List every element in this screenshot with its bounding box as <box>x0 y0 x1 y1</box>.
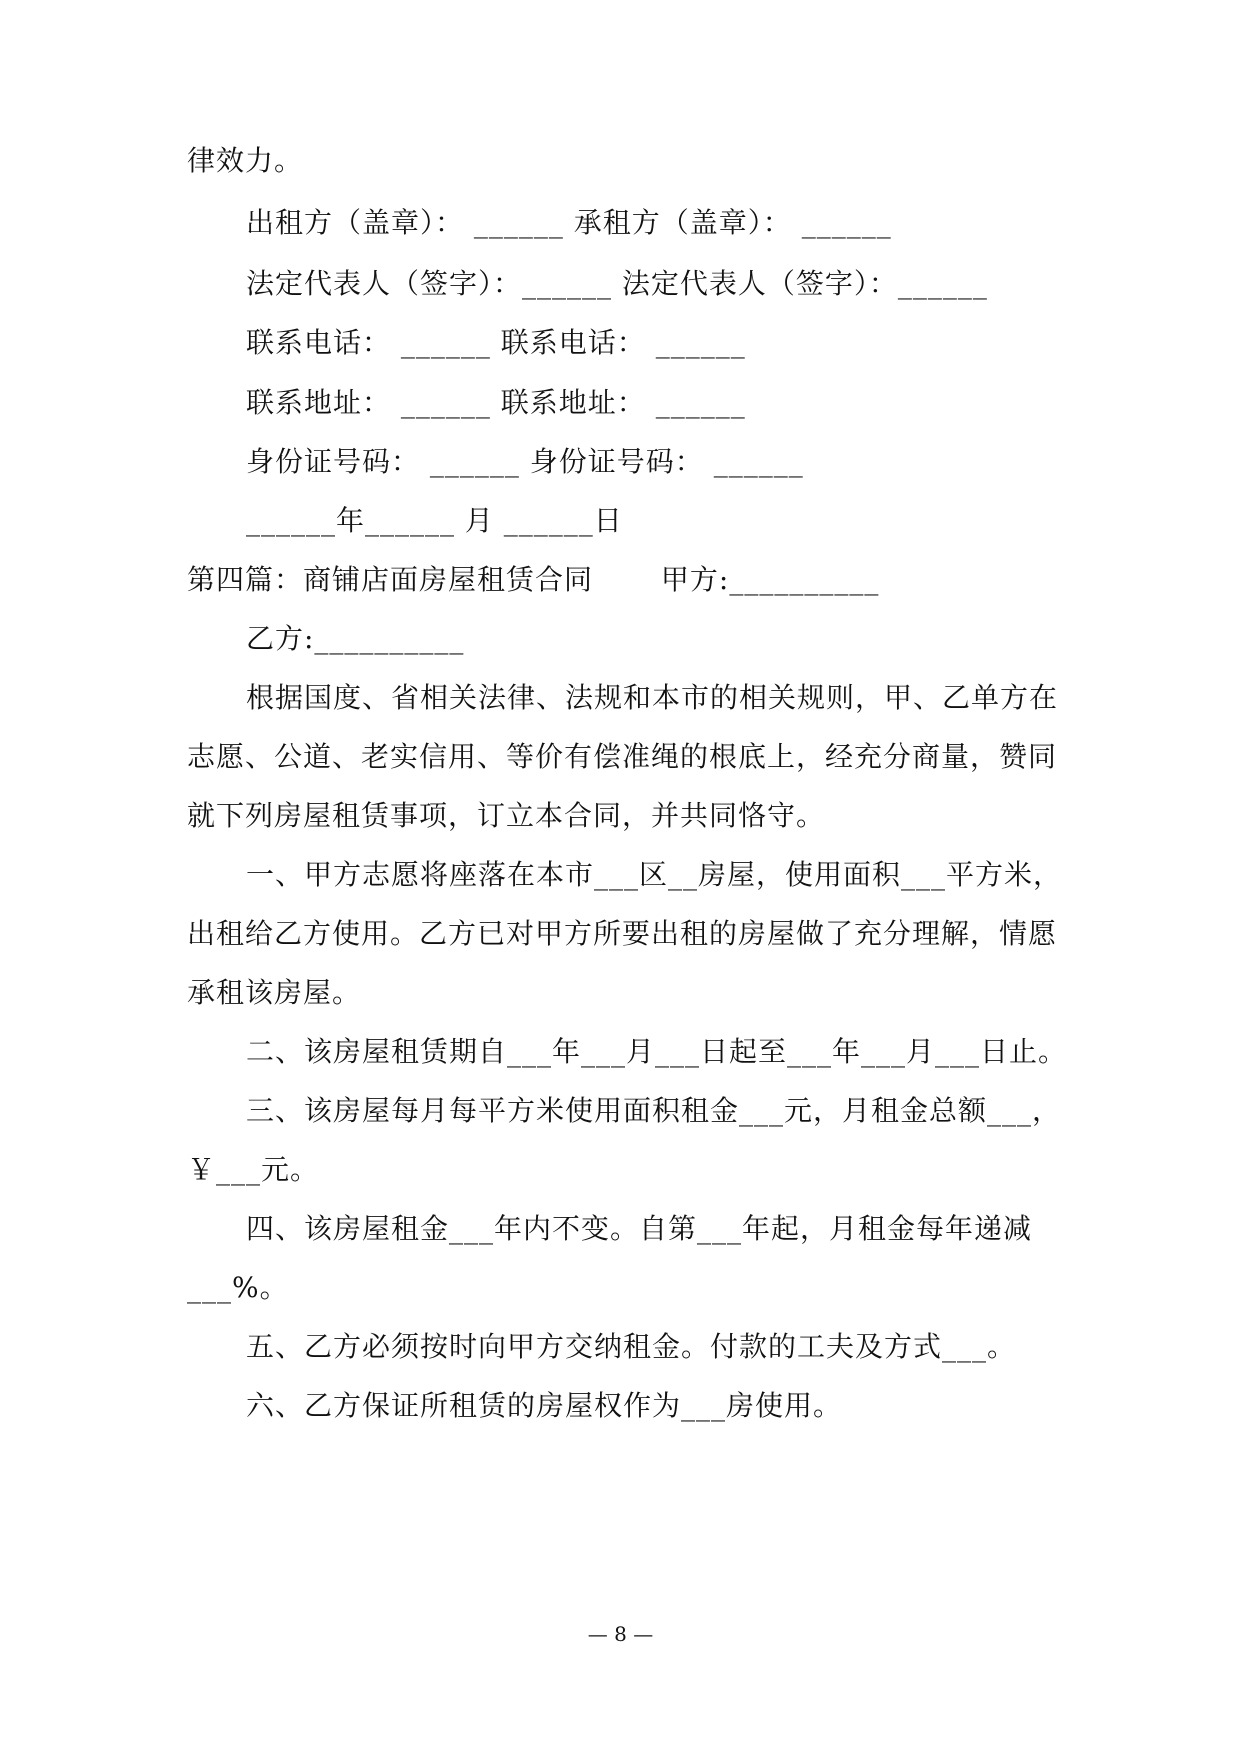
clause-5-line: 五、乙方必须按时向甲方交纳租金。付款的工夫及方式___。 <box>246 1330 1017 1363</box>
contact-phone-line: 联系电话： ______ 联系电话： ______ <box>246 326 746 359</box>
legal-representative-line: 法定代表人（签字）：______ 法定代表人（签字）：______ <box>246 267 988 300</box>
paragraph-line: 承租该房屋。 <box>187 976 362 1009</box>
paragraph-line: 出租给乙方使用。乙方已对甲方所要出租的房屋做了充分理解，情愿 <box>187 917 1058 950</box>
clause-1-line: 一、甲方志愿将座落在本市___区__房屋，使用面积___平方米， <box>246 858 1063 891</box>
page-number: — 8 — <box>587 1622 654 1646</box>
date-line: ______年______ 月 ______日 <box>246 504 623 537</box>
clause-3-line: 三、该房屋每月每平方米使用面积租金___元，月租金总额___， <box>246 1094 1062 1127</box>
paragraph-line: ___%。 <box>187 1271 289 1304</box>
id-number-line: 身份证号码： ______ 身份证号码： ______ <box>246 445 804 478</box>
clause-6-line: 六、乙方保证所租赁的房屋权作为___房使用。 <box>246 1389 843 1422</box>
lessor-seal-line: 出租方（盖章）： ______ 承租方（盖章）： ______ <box>246 206 892 239</box>
paragraph-line: ￥___元。 <box>187 1153 320 1186</box>
paragraph-line: 志愿、公道、老实信用、等价有偿准绳的根底上，经充分商量，赞同 <box>187 740 1058 773</box>
clause-4-line: 四、该房屋租金___年内不变。自第___年起，月租金每年递减 <box>246 1212 1033 1245</box>
paragraph-line: 根据国度、省相关法律、法规和本市的相关规则，甲、乙单方在 <box>246 681 1059 714</box>
paragraph-line: 就下列房屋租赁事项，订立本合同，并共同恪守。 <box>187 799 826 832</box>
party-b-line: 乙方:__________ <box>246 622 465 655</box>
text-line: 律效力。 <box>187 144 304 177</box>
section-title: 第四篇：商铺店面房屋租赁合同 甲方:__________ <box>187 563 880 596</box>
clause-2-line: 二、该房屋租赁期自___年___月___日起至___年___月___日止。 <box>246 1035 1068 1068</box>
contact-address-line: 联系地址： ______ 联系地址： ______ <box>246 386 746 419</box>
